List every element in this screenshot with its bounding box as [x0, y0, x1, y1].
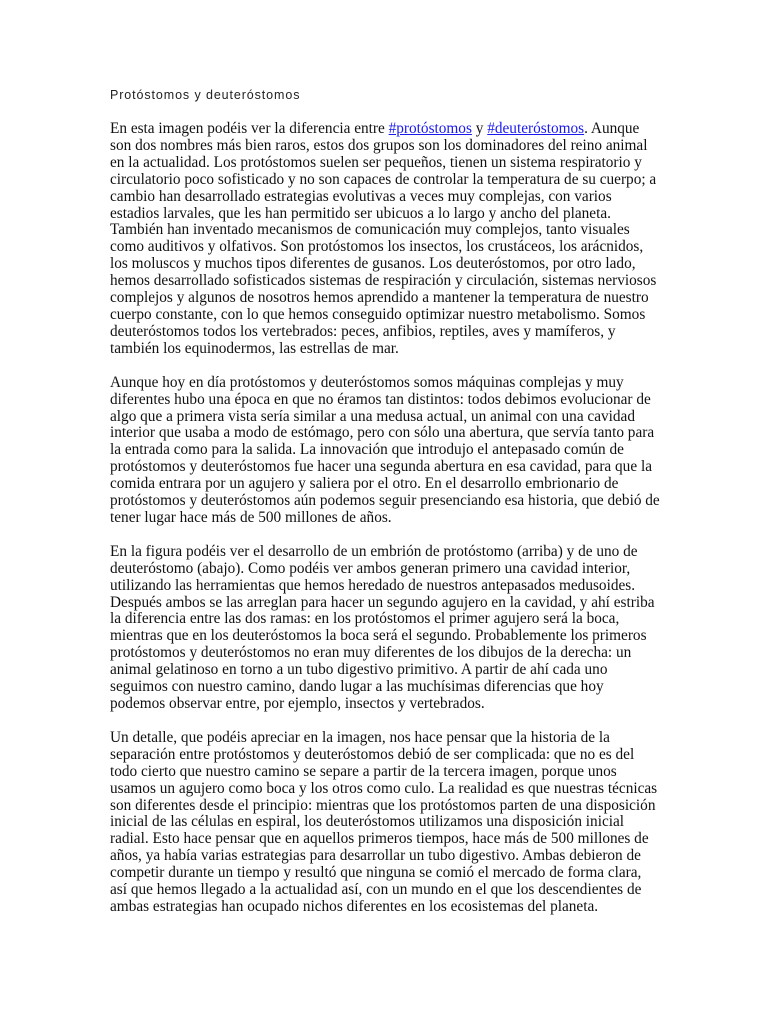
document-page — [110, 87, 662, 933]
paragraph-1-intro: En esta imagen podéis ver la diferencia entre — [110, 120, 389, 137]
paragraph-4: Un detalle, que podéis apreciar en la imagen, nos hace pensar que la historia de la separación entre protóstomos y deuteróstomos debió de ser complicada: que no es del todo cierto que nuestro camino se separe a partir de la tercera imagen, porque unos usamos un agujero como boca y los otros como culo. La realidad es que nuestras técnicas son diferentes desde el principio: mientras que los protóstomos parten de una disposición inicial de las células en espiral, los deuteróstomos utilizamos una disposición inicial radial. Esto hace pensar que en aquellos primeros tiempos, hace más de 500 millones de años, ya había varias estrategias para desarrollar un tubo digestivo. Ambas debieron de competir durante un tiempo y resultó que ninguna se comió el mercado de forma clara, así que hemos llegado a la actualidad así, con un mundo en el que los descendientes de ambas estrategias han ocupado nichos diferentes en los ecosistemas del planeta. — [110, 728, 658, 915]
paragraph-2: Aunque hoy en día protóstomos y deuteróstomos somos máquinas complejas y muy diferentes hubo una época en que no éramos tan distintos: todos debimos evolucionar de algo que a primera vista sería similar a una medusa actual, un animal con una cavidad interior que usaba a modo de estómago, pero con sólo una abertura, que servía tanto para la entrada como para la salida. La innovación que introdujo el antepasado común de protóstomos y deuteróstomos fue hacer una segunda abertura en esa cavidad, para que la comida entrara por un agujero y saliera por el otro. En el desarrollo embrionario de protóstomos y deuteróstomos aún podemos seguir presenciando esa historia, que debió de tener lugar hace más de 500 millones de años. — [110, 373, 660, 526]
paragraph-1-body: . Aunque son dos nombres más bien raros, estos dos grupos son los dominadores del reino animal en la actualidad. Los protóstomos suelen ser pequeños, tienen un sistema respiratorio y circulatorio poco sofisticado y no son capaces de controlar la temperatura de su cuerpo; a cambio han desarrollado estrategias evolutivas a veces muy complejas, con varios estadios larvales, que les han permitido ser ubicuos a lo largo y ancho del planeta. También han inventado mecanismos de comunicación muy complejos, tanto visuales como auditivos y olfativos. Son protóstomos los insectos, los crustáceos, los arácnidos, los moluscos y muchos tipos diferentes de gusanos. Los deuteróstomos, por otro lado, hemos desarrollado sofisticados sistemas de respiración y circulación, sistemas nerviosos complejos y algunos de nosotros hemos aprendido a mantener la temperatura de nuestro cuerpo constante, con lo que hemos conseguido optimizar nuestro metabolismo. Somos deuteróstomos todos los vertebrados: peces, anfibios, reptiles, aves y mamíferos, y también los equinodermos, las estrellas de mar. — [110, 120, 657, 357]
hashtag-deuterostomos-link[interactable]: #deuteróstomos — [487, 120, 585, 137]
hashtag-protostomos-link[interactable]: #protóstomos — [388, 120, 472, 137]
paragraph-1 — [110, 121, 662, 358]
paragraph-1-connector: y — [471, 120, 488, 137]
paragraph-3: En la figura podéis ver el desarrollo de un embrión de protóstomo (arriba) y de uno de deuteróstomo (abajo). Como podéis ver ambos generan primero una cavidad interior, utilizando las herramientas que hemos heredado de nuestros antepasados medusoides. Después ambos se las arreglan para hacer un segundo agujero en la cavidad, y ahí estriba la diferencia entre las dos ramas: en los protóstomos el primer agujero será la boca, mientras que en los deuteróstomos la boca será el segundo. Probablemente los primeros protóstomos y deuteróstomos no eran muy diferentes de los dibujos de la derecha: un animal gelatinoso en torno a un tubo digestivo primitivo. A partir de ahí cada uno seguimos con nuestro camino, dando lugar a las muchísimas diferencias que hoy podemos observar entre, por ejemplo, insectos y vertebrados. — [110, 542, 655, 712]
document-title: Protóstomos y deuteróstomos — [110, 88, 301, 102]
